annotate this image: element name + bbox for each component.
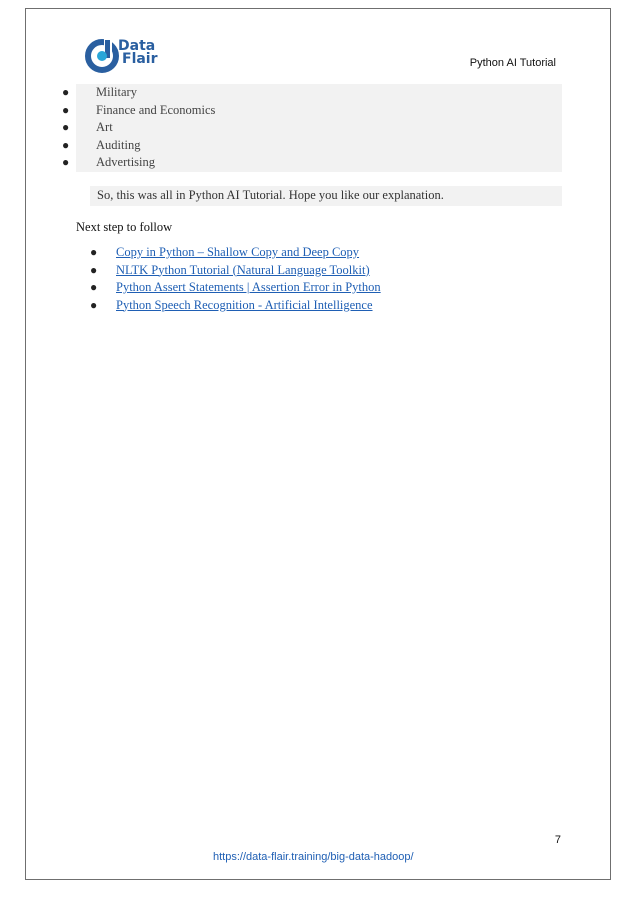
bullet-icon: ● [62,120,70,134]
link-speech-recognition[interactable]: Python Speech Recognition - Artificial Intelligence [116,297,373,312]
bullet-icon: ● [90,245,98,259]
logo-line-1: Data [118,38,156,54]
bullet-icon: ● [90,280,98,294]
bullet-icon: ● [62,85,70,99]
bullet-icon: ● [62,137,70,152]
link-item [90,297,381,315]
bullet-icon: ● [90,262,98,277]
link-nltk-tutorial[interactable]: NLTK Python Tutorial (Natural Language Toolkit) [116,262,370,277]
list-item: ● Art [62,119,215,137]
page-number: 7 [554,834,561,846]
next-steps-heading: Next step to follow [76,220,173,234]
link-item [90,262,381,280]
link-assert-statements[interactable]: Python Assert Statements | Assertion Error in Python [116,280,381,294]
link-item [90,279,381,297]
list-item: ● Auditing [62,137,215,155]
bullet-icon: ● [62,102,70,117]
footer-url-link[interactable]: https://data-flair.training/big-data-hadoop/ [213,851,414,863]
bullet-icon: ● [62,155,70,169]
list-item: ● Finance and Economics [62,102,215,120]
list-item: ● Advertising [62,154,215,172]
applications-list [62,84,215,172]
link-copy-in-python[interactable]: Copy in Python – Shallow Copy and Deep Copy [116,245,360,259]
closing-text: So, this was all in Python AI Tutorial. Hope you like our explanation. [97,188,444,202]
logo-line-2: Flair [122,51,158,67]
bullet-icon: ● [90,297,98,312]
link-item [90,244,381,262]
next-steps-links [90,244,381,314]
header-title: Python AI Tutorial [469,57,556,69]
list-item: ● Military [62,84,215,102]
logo-text [118,40,158,66]
